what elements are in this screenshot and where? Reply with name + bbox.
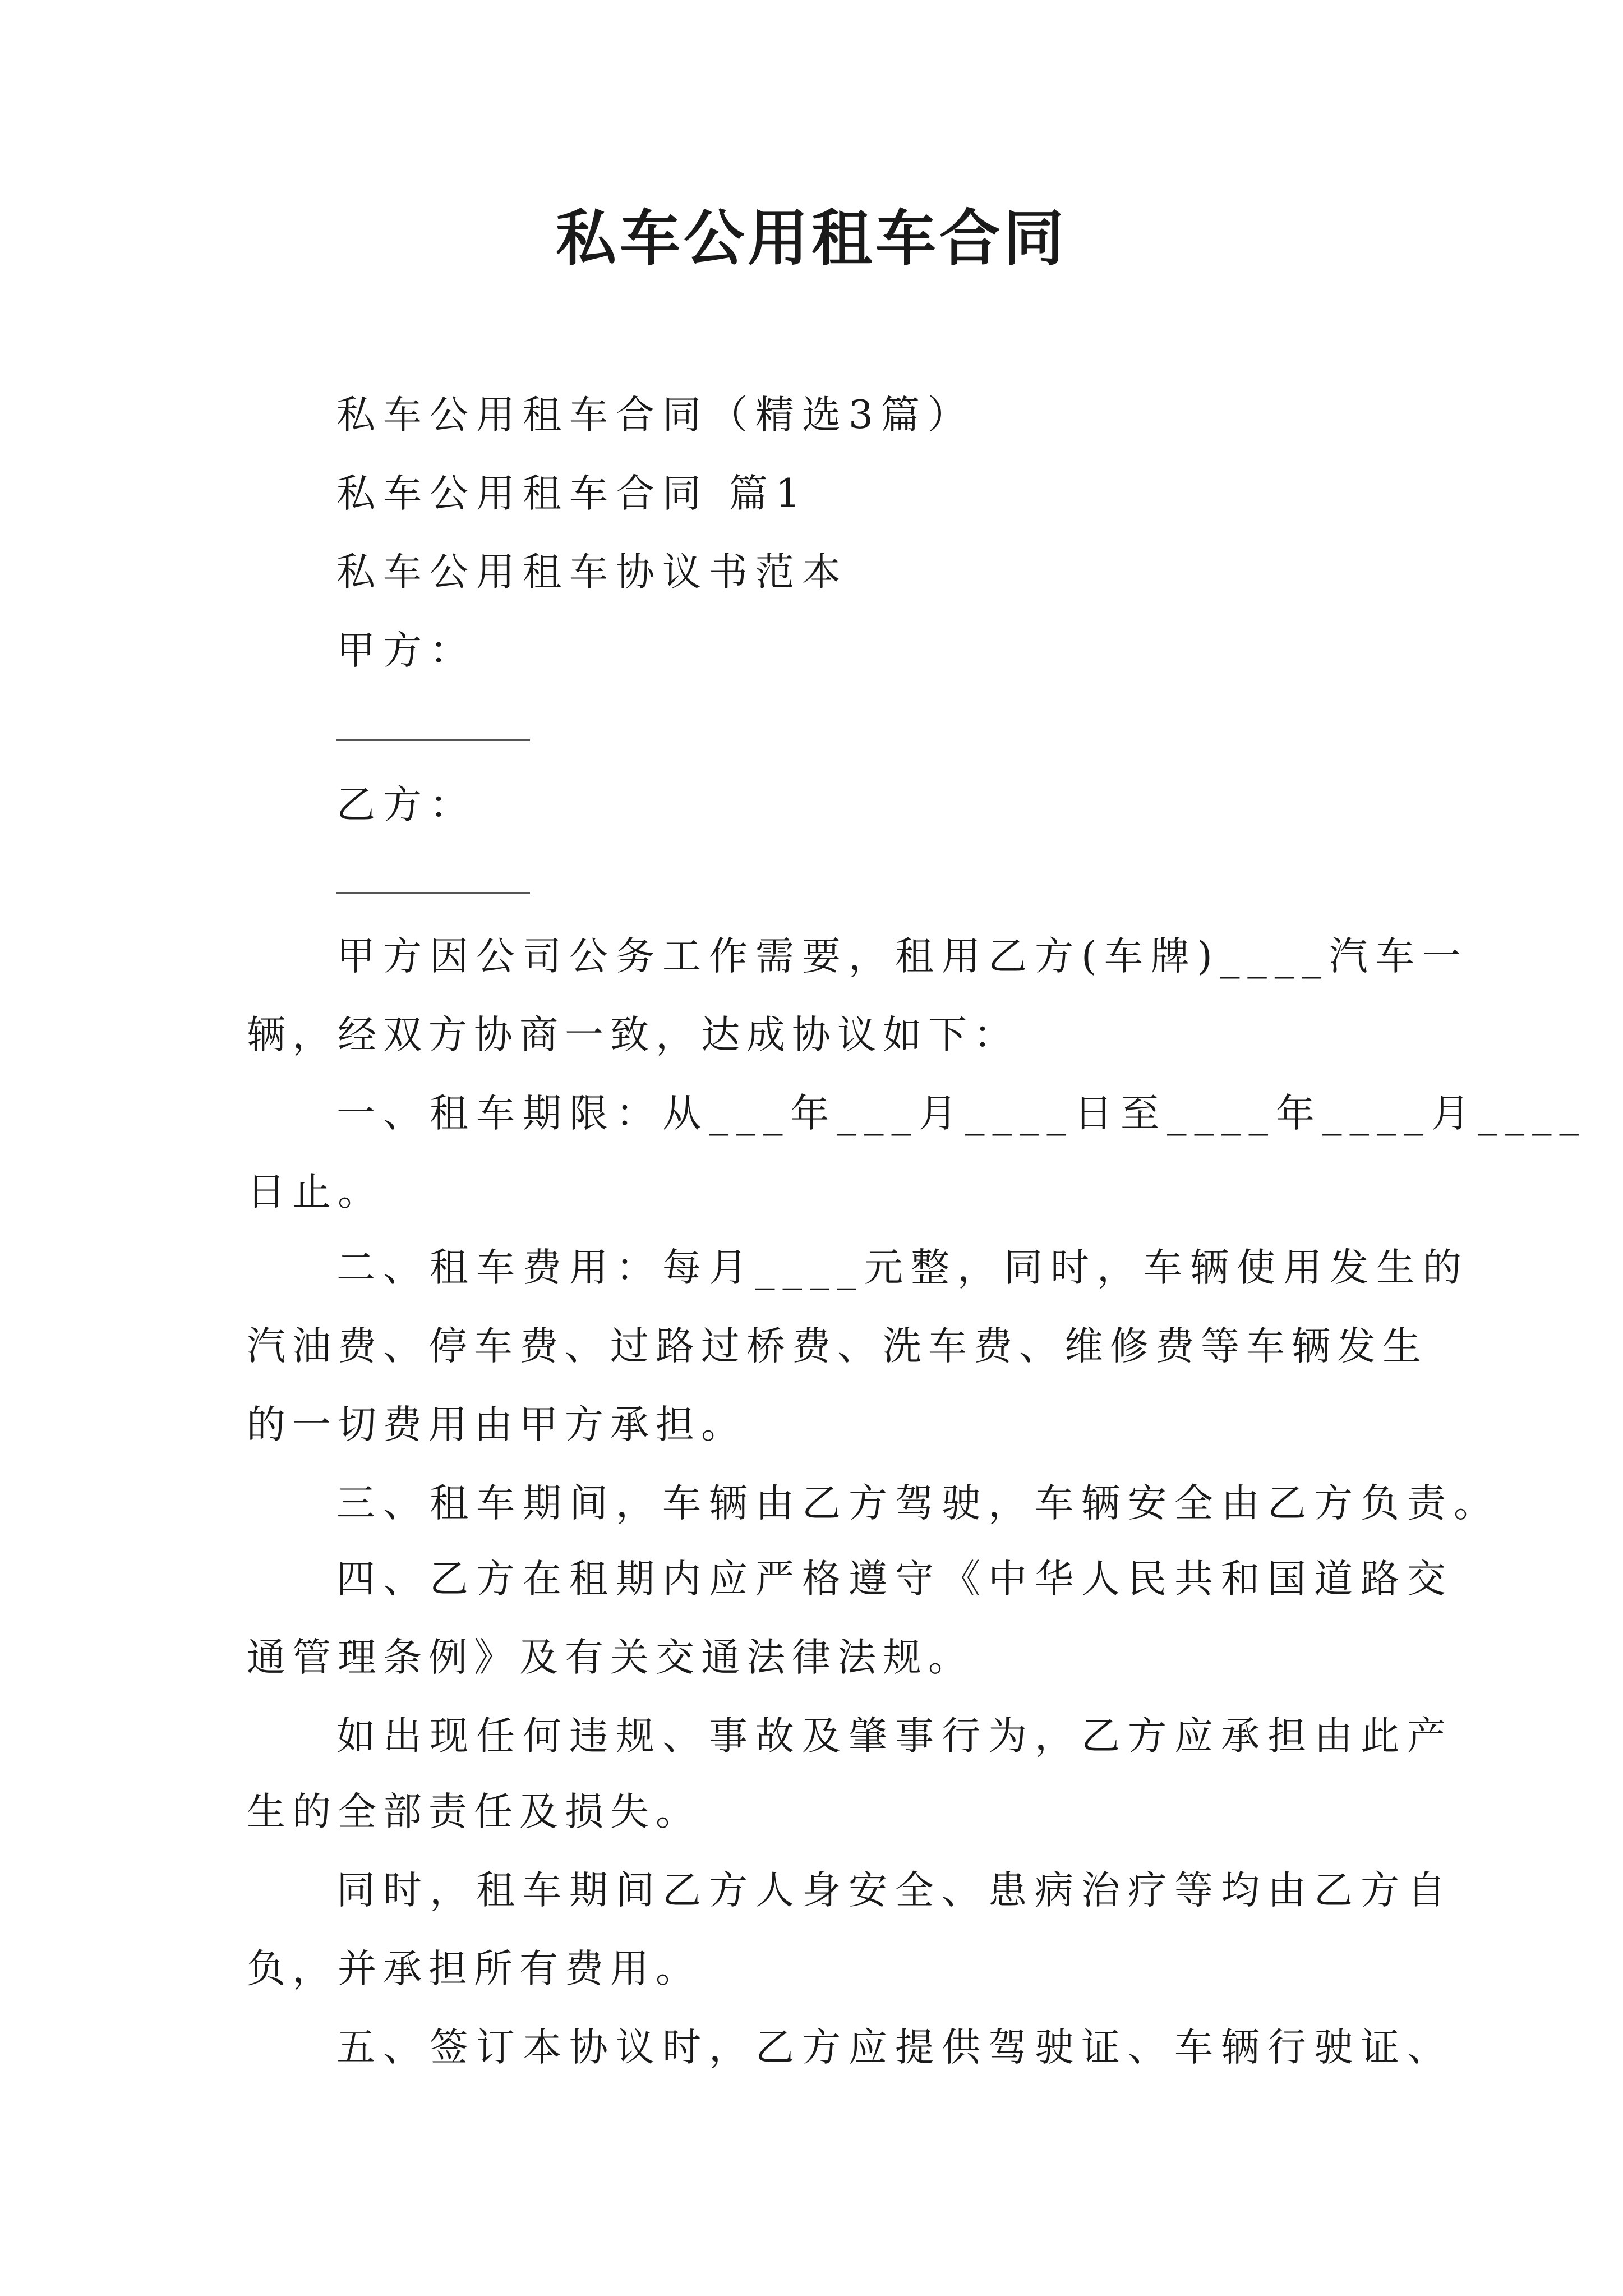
paragraph-line: 同时，租车期间乙方人身安全、患病治疗等均由乙方自 <box>336 1868 1454 1913</box>
page-title: 私车公用租车合同 <box>555 203 1067 274</box>
paragraph-line: 生的全部责任及损失。 <box>247 1789 701 1834</box>
party-b-blank <box>336 892 530 894</box>
paragraph-line: 辆，经双方协商一致，达成协议如下： <box>247 1013 1019 1057</box>
party-a-label: 甲方： <box>336 628 476 673</box>
paragraph-line: 甲方因公司公务工作需要，租用乙方(车牌)____汽车一 <box>336 934 1469 979</box>
paragraph-line: 四、乙方在租期内应严格遵守《中华人民共和国道路交 <box>336 1557 1454 1602</box>
paragraph-line: 如出现任何违规、事故及肇事行为，乙方应承担由此产 <box>336 1714 1454 1759</box>
paragraph-line: 五、签订本协议时，乙方应提供驾驶证、车辆行驶证、 <box>336 2025 1454 2070</box>
paragraph-line: 的一切费用由甲方承担。 <box>247 1402 746 1447</box>
paragraph-line: 负，并承担所有费用。 <box>247 1947 701 1991</box>
paragraph-line: 二、租车费用：每月____元整，同时，车辆使用发生的 <box>336 1245 1469 1290</box>
paragraph-line: 一、租车期限：从___年___月____日至____年____月____ <box>336 1091 1587 1136</box>
party-a-blank <box>336 739 530 741</box>
subtitle-selected: 私车公用租车合同（精选3篇） <box>336 393 974 438</box>
paragraph-line: 日止。 <box>247 1170 383 1214</box>
paragraph-line: 三、租车期间，车辆由乙方驾驶，车辆安全由乙方负责。 <box>336 1481 1500 1526</box>
paragraph-line: 通管理条例》及有关交通法律法规。 <box>247 1635 974 1680</box>
section-heading: 私车公用租车合同 篇1 <box>336 471 808 516</box>
agreement-name: 私车公用租车协议书范本 <box>336 550 849 595</box>
paragraph-line: 汽油费、停车费、过路过桥费、洗车费、维修费等车辆发生 <box>247 1324 1428 1369</box>
party-b-label: 乙方： <box>336 783 476 827</box>
